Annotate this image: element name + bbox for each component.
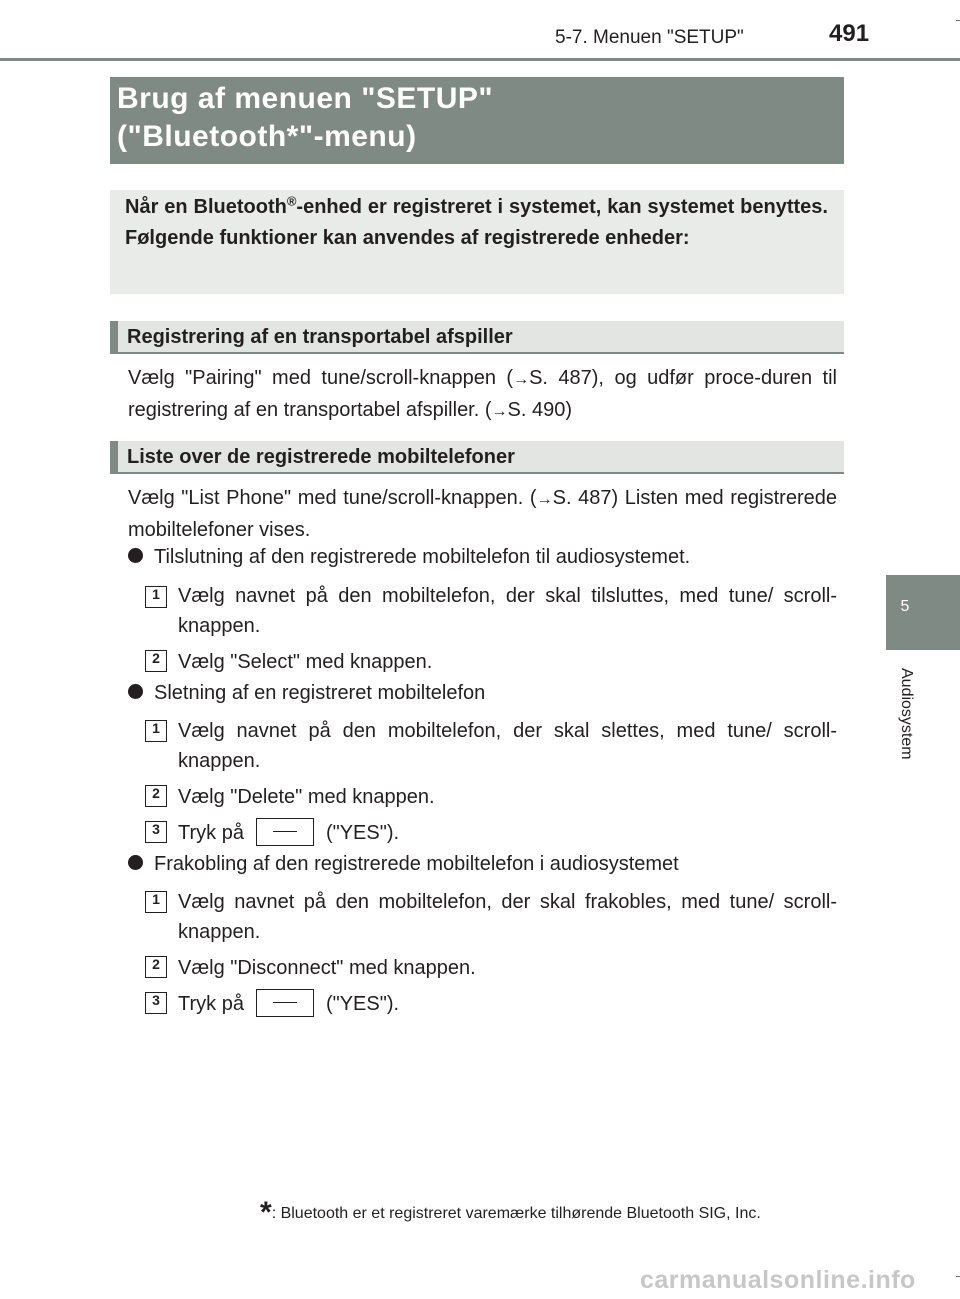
step-text: Vælg "Select" med knappen. — [178, 651, 433, 673]
step-text: Vælg navnet på den mobiltelefon, der skal slettes, med tune/ scroll-knappen. — [178, 720, 837, 772]
paragraph-list-a: Vælg "List Phone" med tune/scroll-knappen. ( — [128, 487, 537, 509]
step-number: 2 — [145, 956, 167, 978]
bullet-dot-icon — [128, 548, 143, 563]
intro-part-2: -enhed er registreret i systemet, kan systemet benyttes. Følgende funktioner kan anvendes af registrerede enheder: — [125, 196, 828, 249]
step-number: 2 — [145, 785, 167, 807]
paragraph-list — [128, 483, 837, 545]
bullet-text: Sletning af en registreret mobiltelefon — [154, 682, 486, 704]
paragraph-list-b: S. 487) Listen med registrerede mobiltelefoner vises. — [128, 487, 837, 541]
paragraph-pairing — [128, 363, 837, 427]
step-number: 1 — [145, 720, 167, 742]
intro-text — [125, 192, 828, 254]
section-label: 5-7. Menuen "SETUP" — [555, 27, 744, 48]
header-rule — [0, 58, 960, 61]
footnote-star: * — [260, 1196, 272, 1229]
title-line-1: Brug af menuen "SETUP" — [117, 82, 494, 115]
step-text: Vælg navnet på den mobiltelefon, der skal frakobles, med tune/ scroll-knappen. — [178, 891, 837, 943]
step-text: Vælg navnet på den mobiltelefon, der skal tilsluttes, med tune/ scroll-knappen. — [178, 585, 837, 637]
step-number: 2 — [145, 650, 167, 672]
yes-key-icon — [256, 989, 314, 1017]
step-number: 1 — [145, 586, 167, 608]
bullet-dot-icon — [128, 684, 143, 699]
subheading-pairing: Registrering af en transportabel afspiller — [127, 326, 513, 348]
step-number: 3 — [145, 992, 167, 1014]
step-text-post: ("YES"). — [325, 822, 400, 844]
bullet-item — [128, 682, 485, 705]
page-number: 491 — [829, 20, 870, 47]
bullet-dot-icon — [128, 855, 143, 870]
step-number: 1 — [145, 891, 167, 913]
paragraph-pairing-c: S. 490) — [507, 399, 572, 421]
bullet-item — [128, 546, 690, 569]
footnote-text: : Bluetooth er et registreret varemærke tilhørende Bluetooth SIG, Inc. — [271, 1205, 761, 1222]
bullet-text: Frakobling af den registrerede mobiltelefon i audiosystemet — [154, 853, 679, 875]
crop-mark-top — [956, 20, 960, 21]
step-text — [178, 818, 837, 848]
bullet-item — [128, 853, 679, 876]
chapter-title: Audiosystem — [898, 668, 915, 760]
arrow-icon: → — [536, 491, 553, 508]
step-text-pre: Tryk på — [178, 822, 244, 844]
footnote — [260, 1196, 761, 1230]
crop-mark-bottom — [956, 1276, 960, 1277]
title-line-2: ("Bluetooth*"-menu) — [117, 120, 417, 153]
paragraph-pairing-a: Vælg "Pairing" med tune/scroll-knappen ( — [128, 367, 514, 389]
bullet-text: Tilslutning af den registrerede mobiltelefon til audiosystemet. — [154, 546, 691, 568]
step-text-pre: Tryk på — [178, 993, 244, 1015]
step-number: 3 — [145, 821, 167, 843]
subheading-list: Liste over de registrerede mobiltelefoner — [127, 446, 515, 468]
page-title — [117, 80, 837, 156]
arrow-icon: → — [491, 403, 508, 420]
step-text: Vælg "Delete" med knappen. — [178, 786, 435, 808]
step-text — [178, 989, 837, 1019]
yes-key-icon — [256, 818, 314, 846]
watermark: carmanualsonline.info — [640, 1266, 916, 1294]
paragraph-pairing-b: S. 487), og udfør proce-duren til registrering af en transportabel afspiller. ( — [128, 367, 837, 421]
step-text: Vælg "Disconnect" med knappen. — [178, 957, 476, 979]
intro-part-1: Når en Bluetooth — [125, 196, 287, 218]
step-text-post: ("YES"). — [325, 993, 400, 1015]
chapter-number: 5 — [900, 598, 910, 615]
registered-mark: ® — [286, 193, 297, 209]
arrow-icon: → — [513, 371, 530, 388]
